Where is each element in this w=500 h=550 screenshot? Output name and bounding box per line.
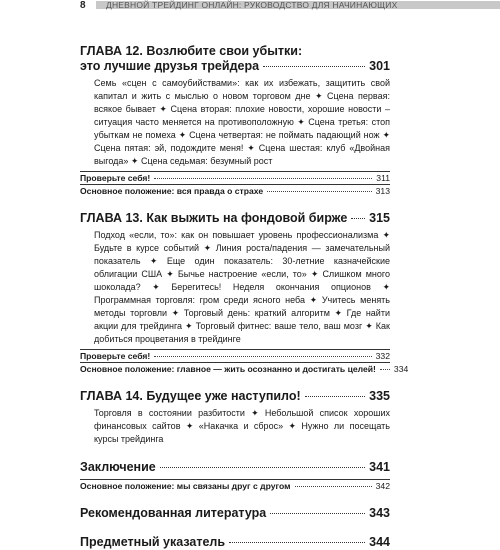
chapter-14-title: ГЛАВА 14. Будущее уже наступило! <box>80 389 301 403</box>
chapter-13-self-test[interactable] <box>80 349 390 362</box>
chapter-14-description: Торговля в состоянии разбитости ✦ Небольшой список хороших финансовых сайтов ✦ «Накачка и сброс» ✦ Нужно ли посещать курсы трейдинга <box>94 408 390 444</box>
dot-leader <box>267 191 372 192</box>
chapter-13-self-test-label: Проверьте себя! <box>80 351 151 361</box>
chapter-12-main-point-label: Основное положение: вся правда о страхе <box>80 186 264 196</box>
literature-title: Рекомендованная литература <box>80 506 267 520</box>
chapter-12-self-test[interactable] <box>80 171 390 184</box>
dot-leader <box>154 356 371 357</box>
conclusion-main-point-page: 342 <box>375 481 390 491</box>
literature-page: 343 <box>369 506 390 520</box>
dot-leader <box>160 467 365 468</box>
header-bar <box>96 1 500 9</box>
table-of-contents <box>80 44 409 550</box>
conclusion-title: Заключение <box>80 460 156 474</box>
dot-leader <box>229 542 365 543</box>
dot-leader <box>263 66 365 67</box>
dot-leader <box>154 178 372 179</box>
conclusion-page: 341 <box>369 460 390 474</box>
chapter-13-page: 315 <box>369 211 390 225</box>
chapter-13-main-point[interactable] <box>80 362 409 375</box>
chapter-13-title-row[interactable] <box>80 211 390 226</box>
dot-leader <box>351 218 365 219</box>
conclusion-main-point[interactable] <box>80 479 390 492</box>
chapter-12-title-line2: это лучшие друзья трейдера <box>80 59 260 73</box>
chapter-14-title-row[interactable] <box>80 389 390 404</box>
running-header <box>80 0 500 11</box>
chapter-12-title-row[interactable] <box>80 59 390 74</box>
chapter-12-main-point[interactable] <box>80 184 390 197</box>
chapter-12-description: Семь «сцен с самоубийствами»: как их избежать, защитить свой капитал и жить с мыслью о новом торговом дне ✦ Сцена первая: всякое бывает ✦ Сцена вторая: плохие новости, хорошие новости – ситуация часто меняется на противоположную ✦ Сцена третья: стоп убыткам не помеха ✦ Сцена четвертая: не поймать падающий нож ✦ Сцена пятая: эй, подождите меня! ✦ Сцена шестая: клуб «Двойная выгода» ✦ Сцена седьмая: безумный рост <box>94 78 390 166</box>
conclusion-title-row[interactable] <box>80 460 390 475</box>
chapter-13-self-test-page: 332 <box>375 351 390 361</box>
chapter-12-self-test-label: Проверьте себя! <box>80 173 151 183</box>
chapter-13-title: ГЛАВА 13. Как выжить на фондовой бирже <box>80 211 348 225</box>
toc-entry-index[interactable] <box>80 535 390 550</box>
conclusion-main-point-label: Основное положение: мы связаны друг с другом <box>80 481 291 491</box>
toc-entry-chapter-12 <box>80 44 390 197</box>
toc-entry-literature[interactable] <box>80 506 390 521</box>
chapter-12-page: 301 <box>369 59 390 73</box>
dot-leader <box>380 369 390 370</box>
chapter-13-main-point-label: Основное положение: главное — жить осознанно и достигать целей! <box>80 364 376 374</box>
dot-leader <box>305 396 366 397</box>
index-title: Предметный указатель <box>80 535 226 549</box>
dot-leader <box>295 486 372 487</box>
chapter-12-main-point-page: 313 <box>375 186 390 196</box>
dot-leader <box>270 513 365 514</box>
index-page: 344 <box>369 535 390 549</box>
chapter-12-title-line1: ГЛАВА 12. Возлюбите свои убытки: <box>80 44 303 58</box>
chapter-12-self-test-page: 311 <box>376 173 390 183</box>
toc-entry-conclusion <box>80 460 390 492</box>
toc-entry-chapter-13 <box>80 211 409 375</box>
toc-entry-chapter-14 <box>80 389 390 446</box>
page-number: 8 <box>80 0 86 11</box>
chapter-13-main-point-page: 334 <box>393 364 409 374</box>
running-title: ДНЕВНОЙ ТРЕЙДИНГ ОНЛАЙН: РУКОВОДСТВО ДЛЯ НАЧИНАЮЩИХ <box>106 0 398 10</box>
chapter-13-description: Подход «если, то»: как он повышает уровень профессионализма ✦ Будьте в курсе событий ✦ Линия роста/падения — замечательный показатель ✦ Еще один показатель: 30-летние казначейские облигации США ✦ Бычье настроение «если, то» ✦ Слишком много шоколада? ✦ Берегитесь! Неделя окончания опционов ✦ Программная торговля: гром среди ясного неба ✦ Учитесь менять методы торговли ✦ Торговый день: краткий алгоритм ✦ Где найти акции для трейдинга ✦ Торговый фитнес: ваше тело, ваш мозг ✦ Как добиться процветания в трейдинге <box>94 230 390 344</box>
chapter-14-page: 335 <box>369 389 390 403</box>
